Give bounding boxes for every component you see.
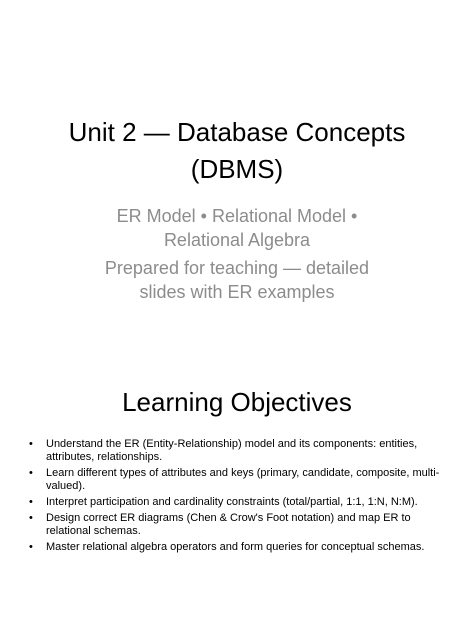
objectives-slide [0, 334, 474, 632]
list-item [28, 512, 448, 538]
list-item [28, 467, 448, 493]
subtitle-topics [0, 204, 474, 252]
list-item [28, 496, 448, 509]
subtitle-line-2: Relational Algebra [163, 230, 311, 250]
objective-line-1: Interpret participation and cardinality constraints (total/partial, 1:1, 1:N, N:M). [46, 496, 418, 508]
subtitle-line-3: Prepared for teaching — detailed [104, 258, 370, 278]
list-item [28, 438, 448, 464]
subtitle-line-4: slides with ER examples [139, 282, 335, 302]
objective-line-1: Learn different types of attributes and keys (primary, candidate, composite, multi- [46, 467, 440, 479]
objective-line-2: attributes, relationships. [46, 451, 163, 463]
title-line-2: (DBMS) [190, 154, 284, 184]
title-line-1: Unit 2 — Database Concepts [68, 117, 406, 147]
bullet-icon: • [29, 467, 33, 479]
bullet-icon: • [29, 541, 33, 553]
objectives-list [28, 438, 448, 557]
subtitle-note [0, 256, 474, 304]
objectives-title: Learning Objectives [122, 387, 352, 417]
bullet-icon: • [29, 496, 33, 508]
objective-line-2: relational schemas. [46, 525, 141, 537]
objective-line-2: valued). [46, 480, 86, 492]
bullet-icon: • [29, 512, 33, 524]
subtitle-line-1: ER Model • Relational Model • [116, 206, 358, 226]
slide-title [0, 114, 474, 188]
list-item [28, 541, 448, 554]
slide-subtitle [0, 204, 474, 304]
bullet-icon: • [29, 438, 33, 450]
objective-line-1: Design correct ER diagrams (Chen & Crow's Foot notation) and map ER to [46, 512, 411, 524]
objective-line-1: Understand the ER (Entity-Relationship) model and its components: entities, [46, 438, 418, 450]
objective-line-1: Master relational algebra operators and form queries for conceptual schemas. [46, 541, 425, 553]
